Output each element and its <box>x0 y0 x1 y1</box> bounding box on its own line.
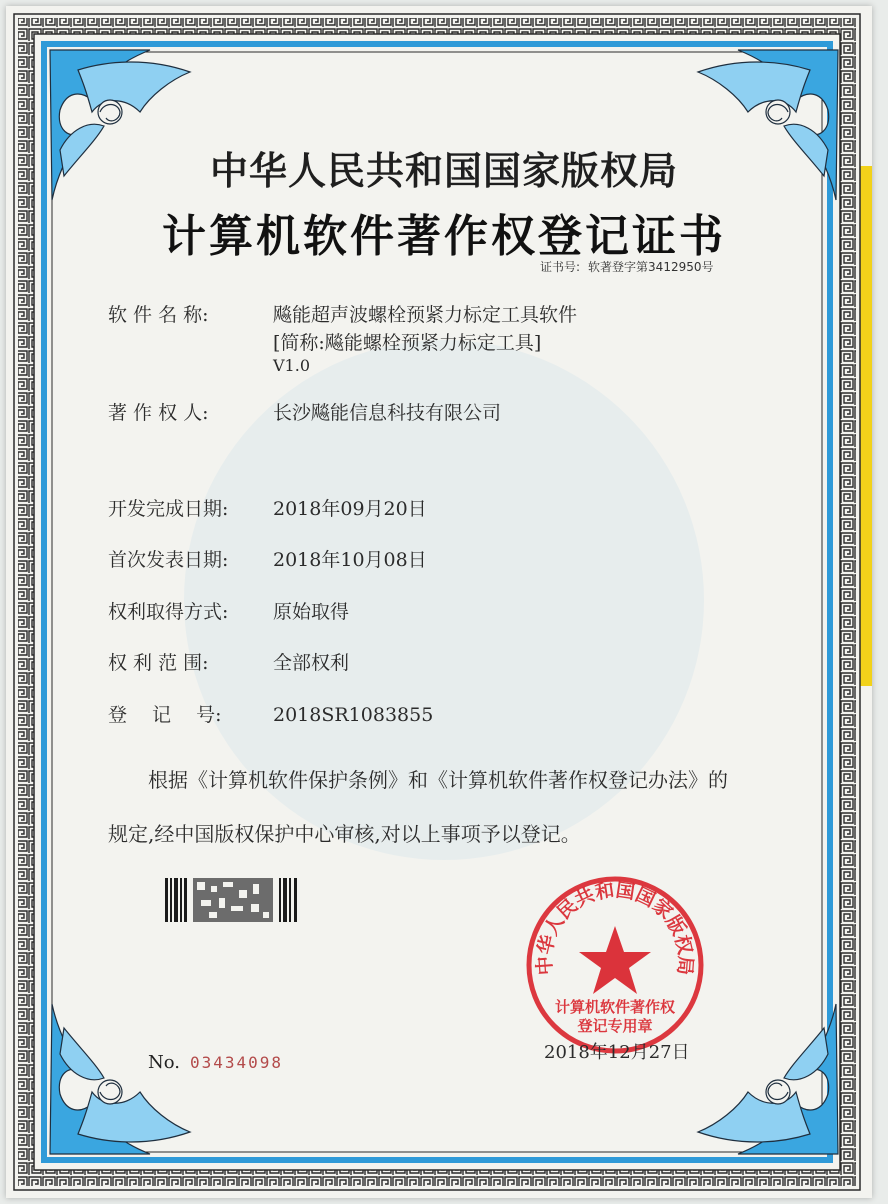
acquire-value: 原始取得 <box>273 601 350 623</box>
seal-star-icon <box>579 926 651 994</box>
field-registration-number <box>108 700 433 727</box>
software-name-value: 飚能超声波螺栓预紧力标定工具软件 <box>273 304 578 326</box>
publish-date-value: 2018年10月08日 <box>273 549 427 571</box>
scope-value: 全部权利 <box>273 652 350 674</box>
acquire-label: 权利取得方式: <box>108 601 229 623</box>
issuer-title: 中华人民共和国国家版权局 <box>209 148 678 193</box>
owner-label: 著 作 权 人: <box>108 402 209 424</box>
dev-date-label: 开发完成日期: <box>108 498 229 520</box>
seal-inner-line-1: 计算机软件著作权 <box>554 998 676 1016</box>
publish-date-label: 首次发表日期: <box>108 549 229 571</box>
scope-label: 权 利 范 围: <box>108 652 209 674</box>
field-software-name <box>108 300 578 375</box>
statement-line-1: 根据《计算机软件保护条例》和《计算机软件著作权登记办法》的 <box>148 768 728 792</box>
seal-inner-line-2: 登记专用章 <box>577 1017 653 1035</box>
software-short-name: [简称:飚能螺栓预紧力标定工具] <box>273 332 542 354</box>
reg-no-value: 2018SR1083855 <box>273 704 434 726</box>
barcode <box>165 876 300 924</box>
certificate-number-value: 软著登字第3412950号 <box>588 260 714 274</box>
field-owner <box>108 398 501 425</box>
software-version: V1.0 <box>273 356 310 375</box>
reg-no-label: 登 记 号: <box>108 704 222 726</box>
certificate-number <box>540 258 722 275</box>
certificate-number-label: 证书号: <box>540 260 581 274</box>
field-publish-date <box>108 545 427 572</box>
serial-number: 03434098 <box>190 1053 284 1072</box>
serial-label: No. <box>148 1052 180 1073</box>
document-title: 计算机软件著作权登记证书 <box>162 211 726 262</box>
registration-date: 2018年12月27日 <box>544 1042 690 1063</box>
owner-value: 长沙飚能信息科技有限公司 <box>273 402 502 424</box>
field-acquire-method <box>108 597 349 624</box>
software-name-label: 软 件 名 称: <box>108 304 209 326</box>
seal-ring-text: 中华人民共和国国家版权局 <box>533 879 697 976</box>
field-dev-date <box>108 494 427 521</box>
dev-date-value: 2018年09月20日 <box>273 498 427 520</box>
field-rights-scope <box>108 648 349 675</box>
official-seal <box>522 872 708 1058</box>
statement-line-2: 规定,经中国版权保护中心审核,对以上事项予以登记。 <box>108 822 581 846</box>
